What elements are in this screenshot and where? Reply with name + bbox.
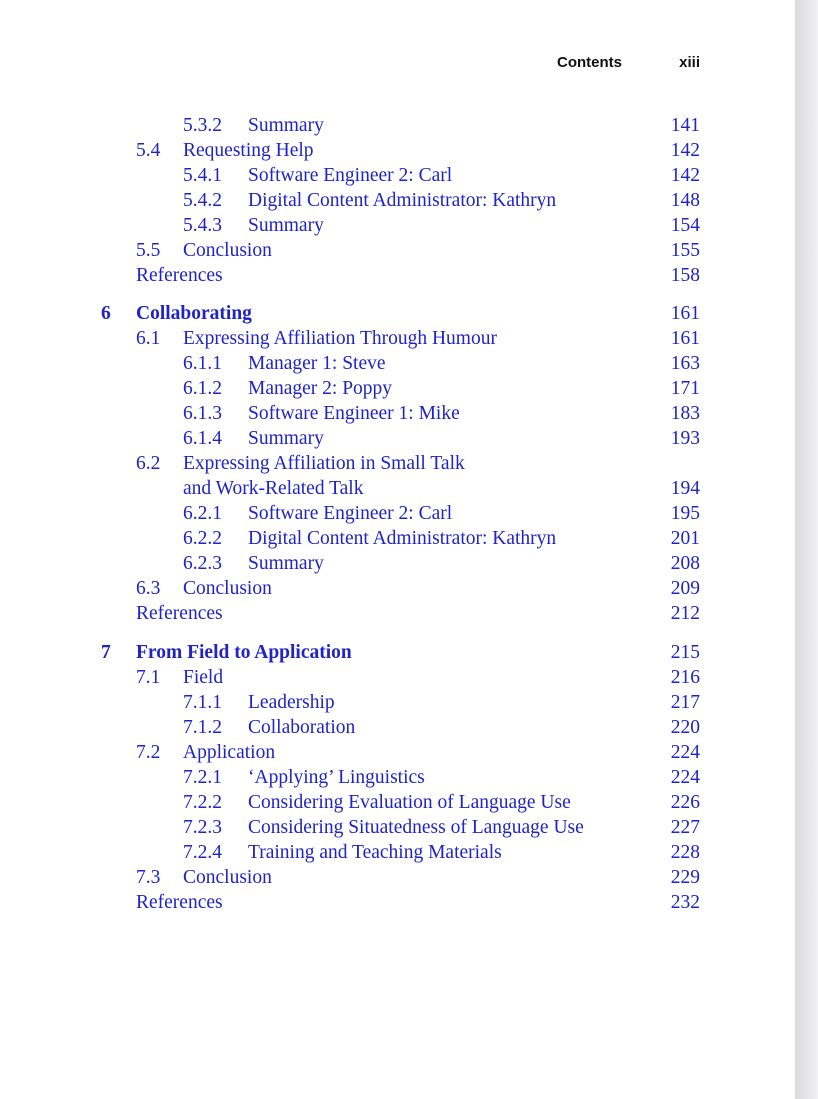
page-number[interactable]: 224 bbox=[670, 767, 700, 788]
toc-entry-subsection[interactable] bbox=[0, 376, 795, 401]
subsection-number[interactable]: 6.1.1 bbox=[183, 353, 222, 374]
subsection-number[interactable]: 6.1.3 bbox=[183, 403, 222, 424]
toc-entry-subsection[interactable] bbox=[0, 526, 795, 551]
page-number[interactable]: 226 bbox=[670, 792, 700, 813]
section-number[interactable]: 6.1 bbox=[136, 328, 161, 349]
section-number[interactable]: 6.2 bbox=[136, 453, 161, 474]
page-number[interactable]: 194 bbox=[670, 478, 700, 499]
subsection-title[interactable]: Software Engineer 2: Carl bbox=[248, 165, 453, 186]
toc-entry-subsection[interactable] bbox=[0, 790, 795, 815]
running-head-page-number: xiii bbox=[679, 54, 700, 71]
toc-entry-subsection[interactable] bbox=[0, 840, 795, 865]
subsection-number[interactable]: 5.3.2 bbox=[183, 115, 222, 136]
subsection-number[interactable]: 6.2.3 bbox=[183, 553, 222, 574]
toc-entry-subsection[interactable] bbox=[0, 715, 795, 740]
toc-entry-section[interactable] bbox=[0, 576, 795, 601]
toc-entry-section[interactable] bbox=[0, 740, 795, 765]
subsection-number[interactable]: 6.1.4 bbox=[183, 428, 222, 449]
chapter-number[interactable]: 6 bbox=[101, 303, 111, 324]
subsection-number[interactable]: 7.1.1 bbox=[183, 692, 222, 713]
section-number[interactable]: 7.2 bbox=[136, 742, 161, 763]
chapter-title[interactable]: Collaborating bbox=[136, 303, 252, 324]
section-number[interactable]: 5.5 bbox=[136, 240, 161, 261]
subsection-title[interactable]: Collaboration bbox=[248, 717, 356, 738]
toc-entry-subsection[interactable] bbox=[0, 551, 795, 576]
subsection-number[interactable]: 7.2.4 bbox=[183, 842, 222, 863]
page-number[interactable]: 220 bbox=[670, 717, 700, 738]
toc-entry-subsection[interactable] bbox=[0, 765, 795, 790]
toc-entry-subsection[interactable] bbox=[0, 163, 795, 188]
section-title[interactable]: Expressing Affiliation in Small Talk bbox=[183, 453, 465, 474]
page-number[interactable]: 183 bbox=[670, 403, 700, 424]
page-number[interactable]: 148 bbox=[670, 190, 700, 211]
running-head-title: Contents bbox=[557, 54, 622, 71]
toc-entry-subsection[interactable] bbox=[0, 690, 795, 715]
subsection-title[interactable]: Summary bbox=[248, 428, 324, 449]
toc-entry-section[interactable] bbox=[0, 326, 795, 351]
page-number[interactable]: 195 bbox=[670, 503, 700, 524]
references-link[interactable]: References bbox=[136, 603, 223, 624]
page-number[interactable]: 141 bbox=[670, 115, 700, 136]
subsection-title[interactable]: Considering Situatedness of Language Use bbox=[248, 817, 584, 838]
toc-entry-subsection[interactable] bbox=[0, 188, 795, 213]
page-number[interactable]: 227 bbox=[670, 817, 700, 838]
subsection-title[interactable]: ‘Applying’ Linguistics bbox=[248, 767, 425, 788]
toc-entry-section[interactable] bbox=[0, 238, 795, 263]
page-number[interactable]: 209 bbox=[670, 578, 700, 599]
toc-entry-references[interactable] bbox=[0, 601, 795, 626]
subsection-title[interactable]: Manager 2: Poppy bbox=[248, 378, 393, 399]
toc-entry-chapter[interactable] bbox=[0, 301, 795, 326]
subsection-number[interactable]: 5.4.1 bbox=[183, 165, 222, 186]
subsection-title[interactable]: Training and Teaching Materials bbox=[248, 842, 502, 863]
viewer-scroll-rail[interactable] bbox=[795, 0, 818, 1099]
page-number[interactable]: 216 bbox=[670, 667, 700, 688]
toc-entry-section[interactable] bbox=[0, 665, 795, 690]
subsection-number[interactable]: 7.2.2 bbox=[183, 792, 222, 813]
page-number[interactable]: 154 bbox=[670, 215, 700, 236]
toc-entry-subsection[interactable] bbox=[0, 501, 795, 526]
page-number[interactable]: 142 bbox=[670, 140, 700, 161]
section-title[interactable]: Conclusion bbox=[183, 867, 272, 888]
toc-entry-continuation[interactable] bbox=[0, 476, 795, 501]
toc-entry-references[interactable] bbox=[0, 890, 795, 915]
section-title[interactable]: Requesting Help bbox=[183, 140, 314, 161]
toc-entry-references[interactable] bbox=[0, 263, 795, 288]
toc-entry-subsection[interactable] bbox=[0, 426, 795, 451]
chapter-number[interactable]: 7 bbox=[101, 642, 111, 663]
page-number[interactable]: 201 bbox=[670, 528, 700, 549]
toc-entry-section[interactable] bbox=[0, 451, 795, 476]
page-number[interactable]: 215 bbox=[670, 642, 700, 663]
subsection-number[interactable]: 7.2.1 bbox=[183, 767, 222, 788]
subsection-title[interactable]: Leadership bbox=[248, 692, 335, 713]
toc-entry-subsection[interactable] bbox=[0, 113, 795, 138]
subsection-number[interactable]: 6.2.2 bbox=[183, 528, 222, 549]
section-number[interactable]: 7.3 bbox=[136, 867, 161, 888]
subsection-title[interactable]: Considering Evaluation of Language Use bbox=[248, 792, 571, 813]
subsection-title[interactable]: Manager 1: Steve bbox=[248, 353, 386, 374]
page-number[interactable]: 212 bbox=[670, 603, 700, 624]
subsection-number[interactable]: 6.2.1 bbox=[183, 503, 222, 524]
subsection-number[interactable]: 7.1.2 bbox=[183, 717, 222, 738]
page-number[interactable]: 229 bbox=[670, 867, 700, 888]
section-number[interactable]: 5.4 bbox=[136, 140, 161, 161]
references-link[interactable]: References bbox=[136, 892, 223, 913]
page-number[interactable]: 161 bbox=[670, 328, 700, 349]
page-number[interactable]: 217 bbox=[670, 692, 700, 713]
page-number[interactable]: 228 bbox=[670, 842, 700, 863]
references-link[interactable]: References bbox=[136, 265, 223, 286]
page-number[interactable]: 208 bbox=[670, 553, 700, 574]
toc-entry-chapter[interactable] bbox=[0, 640, 795, 665]
page-number[interactable]: 158 bbox=[670, 265, 700, 286]
subsection-number[interactable]: 5.4.2 bbox=[183, 190, 222, 211]
section-title[interactable]: Application bbox=[183, 742, 276, 763]
section-title-continued[interactable]: and Work-Related Talk bbox=[183, 478, 364, 499]
subsection-title[interactable]: Summary bbox=[248, 215, 324, 236]
page-number[interactable]: 193 bbox=[670, 428, 700, 449]
subsection-title[interactable]: Summary bbox=[248, 115, 324, 136]
section-title[interactable]: Conclusion bbox=[183, 240, 272, 261]
page-number[interactable]: 232 bbox=[670, 892, 700, 913]
page-number[interactable]: 171 bbox=[670, 378, 700, 399]
page-number[interactable]: 224 bbox=[670, 742, 700, 763]
subsection-title[interactable]: Software Engineer 1: Mike bbox=[248, 403, 460, 424]
toc-entry-subsection[interactable] bbox=[0, 401, 795, 426]
subsection-title[interactable]: Software Engineer 2: Carl bbox=[248, 503, 453, 524]
toc-entry-section[interactable] bbox=[0, 865, 795, 890]
subsection-title[interactable]: Summary bbox=[248, 553, 324, 574]
section-title[interactable]: Conclusion bbox=[183, 578, 272, 599]
subsection-number[interactable]: 7.2.3 bbox=[183, 817, 222, 838]
section-title[interactable]: Field bbox=[183, 667, 224, 688]
page-number[interactable]: 161 bbox=[670, 303, 700, 324]
section-number[interactable]: 6.3 bbox=[136, 578, 161, 599]
toc-entry-subsection[interactable] bbox=[0, 213, 795, 238]
page-number[interactable]: 155 bbox=[670, 240, 700, 261]
chapter-title[interactable]: From Field to Application bbox=[136, 642, 352, 663]
toc-entry-subsection[interactable] bbox=[0, 351, 795, 376]
subsection-title[interactable]: Digital Content Administrator: Kathryn bbox=[248, 528, 557, 549]
page-number[interactable]: 163 bbox=[670, 353, 700, 374]
page-number[interactable]: 142 bbox=[670, 165, 700, 186]
subsection-number[interactable]: 6.1.2 bbox=[183, 378, 222, 399]
toc-entry-subsection[interactable] bbox=[0, 815, 795, 840]
section-title[interactable]: Expressing Affiliation Through Humour bbox=[183, 328, 497, 349]
subsection-number[interactable]: 5.4.3 bbox=[183, 215, 222, 236]
section-number[interactable]: 7.1 bbox=[136, 667, 161, 688]
subsection-title[interactable]: Digital Content Administrator: Kathryn bbox=[248, 190, 557, 211]
toc-entry-section[interactable] bbox=[0, 138, 795, 163]
